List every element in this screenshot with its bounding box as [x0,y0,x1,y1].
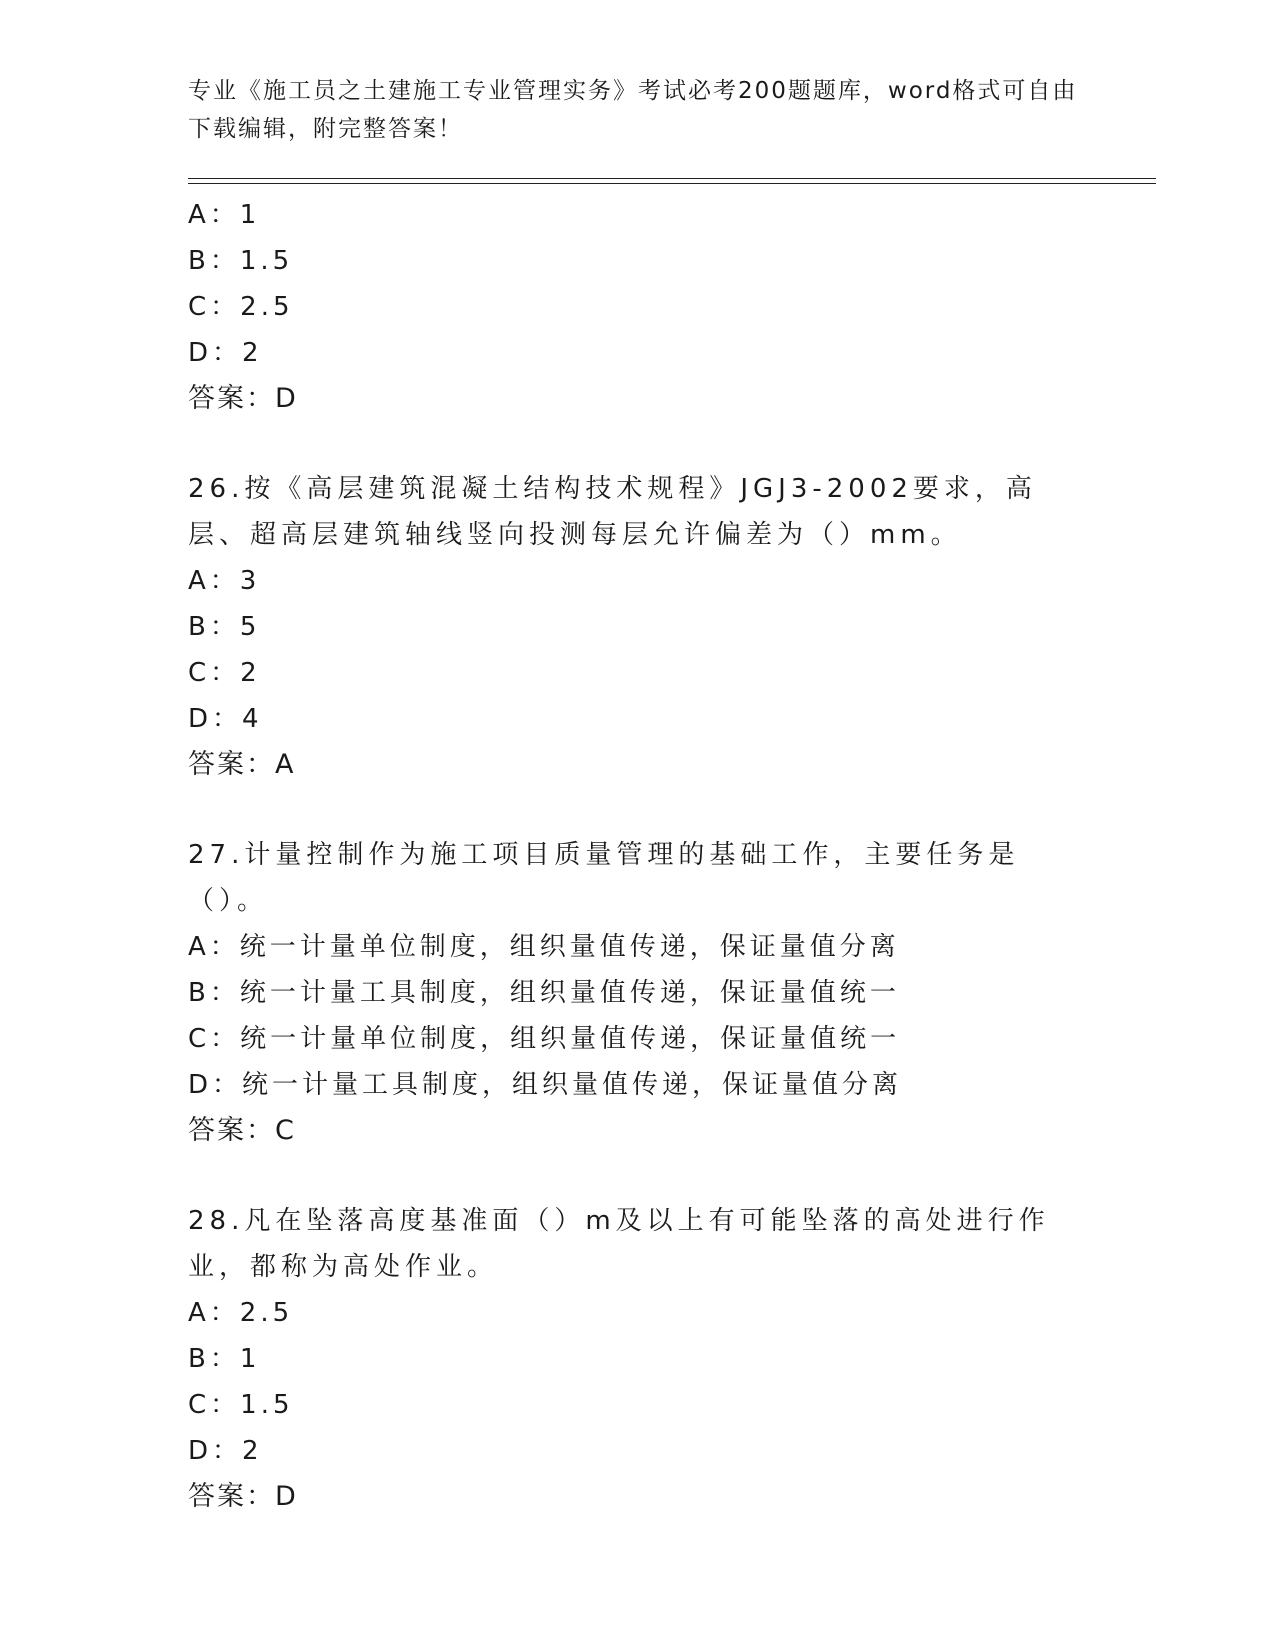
option-c: C：统一计量单位制度，组织量值传递，保证量值统一 [188,1024,901,1054]
option-b: B：5 [188,612,261,642]
answer-line: 答案：D [188,1481,298,1512]
question-28 [188,1198,1068,1520]
option-a: A：1 [188,200,261,230]
question-text: 26.按《高层建筑混凝土结构技术规程》JGJ3-2002要求，高层、超高层建筑轴线竖向投测每层允许偏差为（）mm。 [188,474,1037,550]
option-d: D：2 [188,1436,263,1466]
document-header: 专业《施工员之土建施工专业管理实务》考试必考200题题库，word格式可自由下载编辑，附完整答案！ [188,78,1078,142]
option-b: B：1.5 [188,246,294,276]
question-26 [188,466,1068,788]
option-d: D：4 [188,704,263,734]
question-prev [188,192,1068,422]
answer-line: 答案：A [188,749,296,780]
answer-line: 答案：C [188,1115,296,1146]
question-27 [188,832,1068,1154]
option-a: A：统一计量单位制度，组织量值传递，保证量值分离 [188,932,900,962]
option-b: B：1 [188,1344,261,1374]
question-text: 28.凡在坠落高度基准面（）m及以上有可能坠落的高处进行作业，都称为高处作业。 [188,1206,1050,1282]
option-c: C：2 [188,658,261,688]
option-a: A：2.5 [188,1298,294,1328]
question-list [188,192,1068,1520]
option-b: B：统一计量工具制度，组织量值传递，保证量值统一 [188,978,900,1008]
option-c: C：2.5 [188,292,294,322]
option-c: C：1.5 [188,1390,294,1420]
answer-line: 答案：D [188,383,298,414]
header-divider [188,178,1156,184]
question-text: 27.计量控制作为施工项目质量管理的基础工作，主要任务是（）。 [188,840,1020,916]
option-d: D：2 [188,338,263,368]
option-d: D：统一计量工具制度，组织量值传递，保证量值分离 [188,1070,903,1100]
option-a: A：3 [188,566,261,596]
